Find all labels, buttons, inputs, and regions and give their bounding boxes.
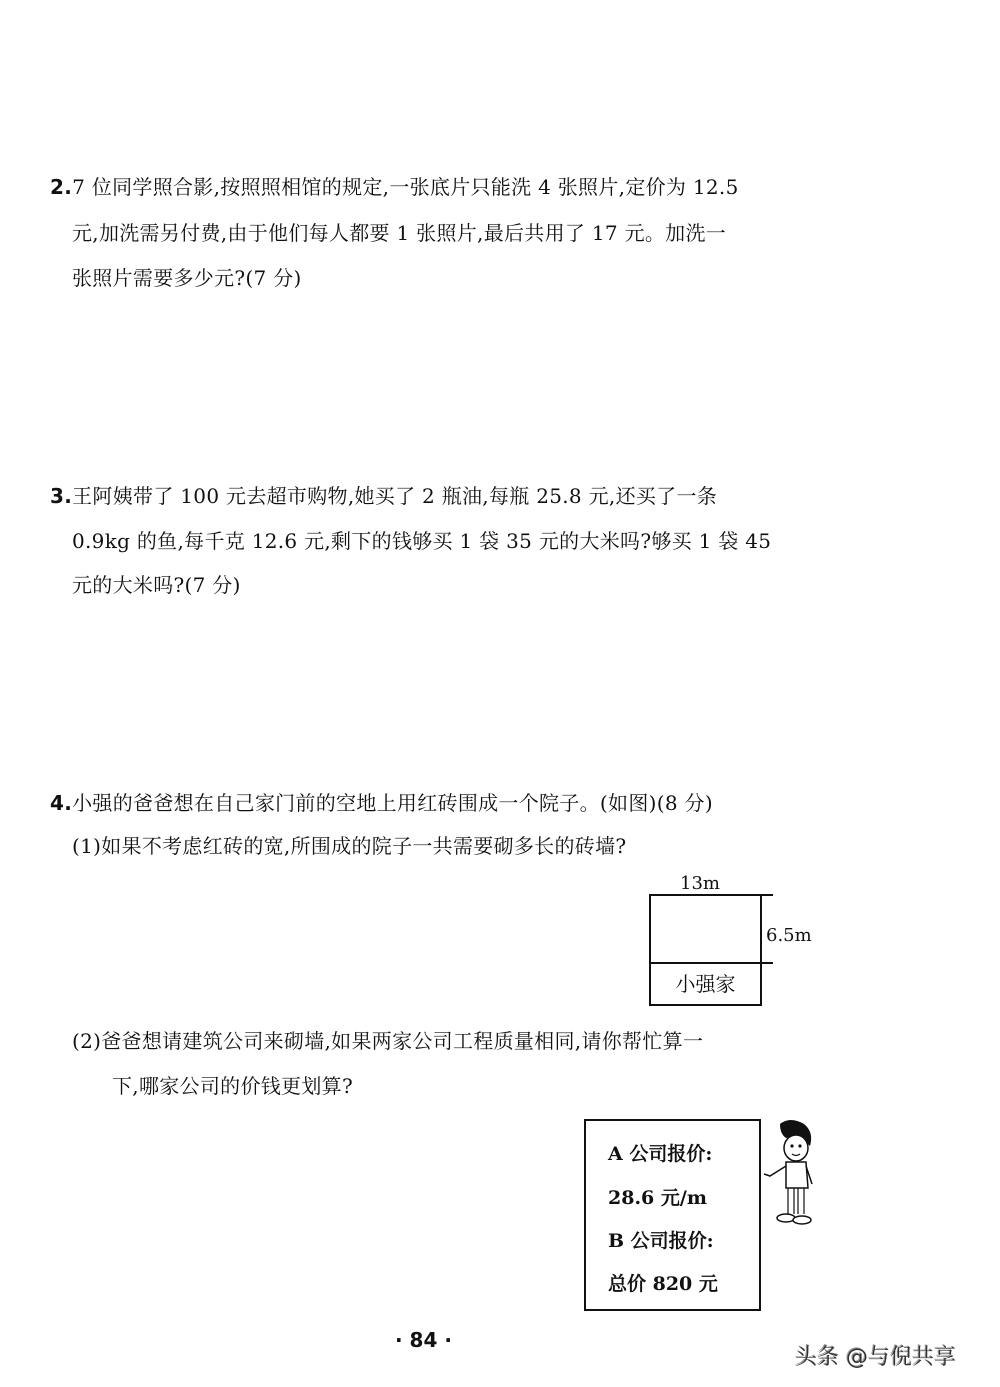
question-4-sub-1: (1)如果不考虑红砖的宽,所围成的院子一共需要砌多长的砖墙? [72,834,627,858]
question-2-text-1: 7 位同学照合影,按照照相馆的规定,一张底片只能洗 4 张照片,定价为 12.5 [72,175,739,199]
question-4-text-1: 小强的爸爸想在自己家门前的空地上用红砖围成一个院子。(如图)(8 分) [72,791,713,815]
yard-width-label: 13m [680,873,720,894]
question-2-line-3: 张照片需要多少元?(7 分) [72,266,302,290]
boy-illustration-icon [760,1118,820,1230]
question-2-number: 2. [50,175,73,199]
company-b-label: B 公司报价: [608,1230,714,1252]
question-4-line-1 [50,790,713,816]
price-quote-box [584,1119,761,1311]
yard-height-label: 6.5m [766,925,812,946]
company-b-price: 总价 820 元 [608,1273,718,1295]
question-3-number: 3. [50,484,73,508]
question-3-line-1 [50,483,717,509]
page-number: · 84 · [395,1328,452,1352]
yard-dimension-tick-top [762,894,773,896]
question-3-line-3: 元的大米吗?(7 分) [72,573,241,597]
company-a-label: A 公司报价: [608,1143,713,1165]
question-3-text-1: 王阿姨带了 100 元去超市购物,她买了 2 瓶油,每瓶 25.8 元,还买了一条 [72,484,718,508]
company-a-price: 28.6 元/m [608,1187,707,1209]
question-2-line-1 [50,174,739,200]
yard-diagram [620,870,840,1020]
question-2-line-2: 元,加洗需另付费,由于他们每人都要 1 张照片,最后共用了 17 元。加洗一 [72,221,727,245]
watermark: 头条 @与倪共享 [795,1345,956,1370]
question-4-sub-2-line-1: (2)爸爸想请建筑公司来砌墙,如果两家公司工程质量相同,请你帮忙算一 [72,1029,704,1053]
question-3-line-2: 0.9kg 的鱼,每千克 12.6 元,剩下的钱够买 1 袋 35 元的大米吗?够买 1 袋 45 [72,529,772,553]
question-4-number: 4. [50,791,73,815]
question-4-sub-2-line-2: 下,哪家公司的价钱更划算? [112,1074,353,1098]
house-label: 小强家 [675,972,736,996]
